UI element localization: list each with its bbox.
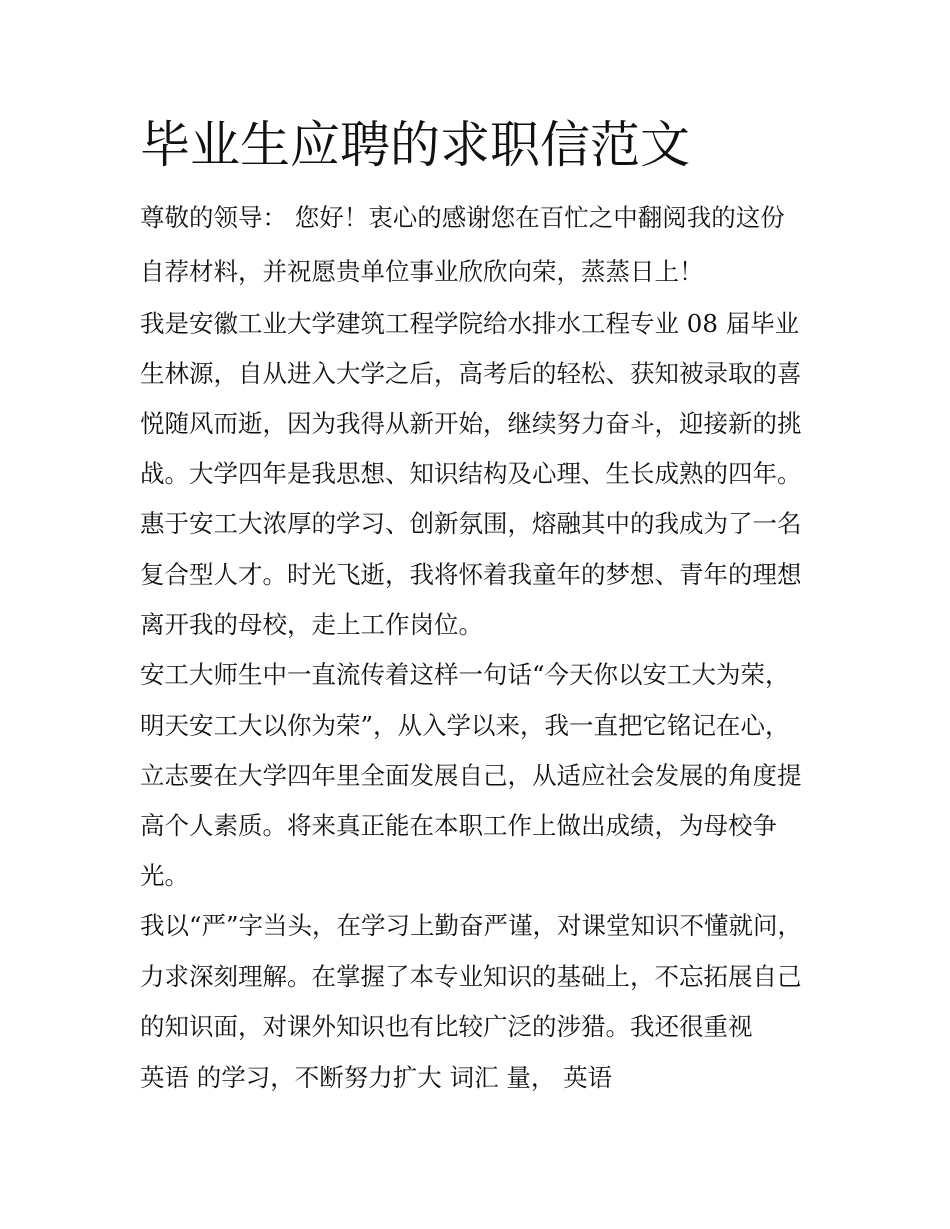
body-line: 生林源，自从进入大学之后，高考后的轻松、获知被录取的喜 bbox=[140, 359, 802, 388]
document-title: 毕业生应聘的求职信范文 bbox=[140, 116, 690, 174]
body-line: 我是安徽工业大学建筑工程学院给水排水工程专业 08 届毕业 bbox=[140, 309, 800, 338]
body-line: 高个人素质。将来真正能在本职工作上做出成绩，为母校争 bbox=[140, 811, 777, 840]
body-line: 离开我的母校，走上工作岗位。 bbox=[140, 610, 483, 639]
body-line: 安工大师生中一直流传着这样一句话“今天你以安工大为荣， bbox=[140, 660, 790, 689]
body-line: 我以“严”字当头，在学习上勤奋严谨，对课堂知识不懂就问， bbox=[140, 911, 803, 940]
body-line: 自荐材料，并祝愿贵单位事业欣欣向荣，蒸蒸日上！ bbox=[140, 257, 704, 286]
body-line: 立志要在大学四年里全面发展自己，从适应社会发展的角度提 bbox=[140, 761, 802, 790]
body-line: 明天安工大以你为荣”，从入学以来，我一直把它铭记在心， bbox=[140, 711, 790, 740]
body-line: 惠于安工大浓厚的学习、创新氛围，熔融其中的我成为了一名 bbox=[140, 509, 802, 538]
body-line: 光。 bbox=[140, 861, 189, 890]
body-line: 战。大学四年是我思想、知识结构及心理、生长成熟的四年。 bbox=[140, 459, 802, 488]
body-line: 英语 的学习，不断努力扩大 词汇 量， 英语 bbox=[140, 1063, 613, 1092]
body-line: 复合型人才。时光飞逝，我将怀着我童年的梦想、青年的理想 bbox=[140, 560, 802, 589]
body-line: 的知识面，对课外知识也有比较广泛的涉猎。我还很重视 bbox=[140, 1012, 753, 1041]
body-line: 悦随风而逝，因为我得从新开始，继续努力奋斗，迎接新的挑 bbox=[140, 409, 802, 438]
body-line: 力求深刻理解。在掌握了本专业知识的基础上，不忘拓展自己 bbox=[140, 962, 802, 991]
body-line: 尊敬的领导： 您好！衷心的感谢您在百忙之中翻阅我的这份 bbox=[140, 203, 785, 232]
